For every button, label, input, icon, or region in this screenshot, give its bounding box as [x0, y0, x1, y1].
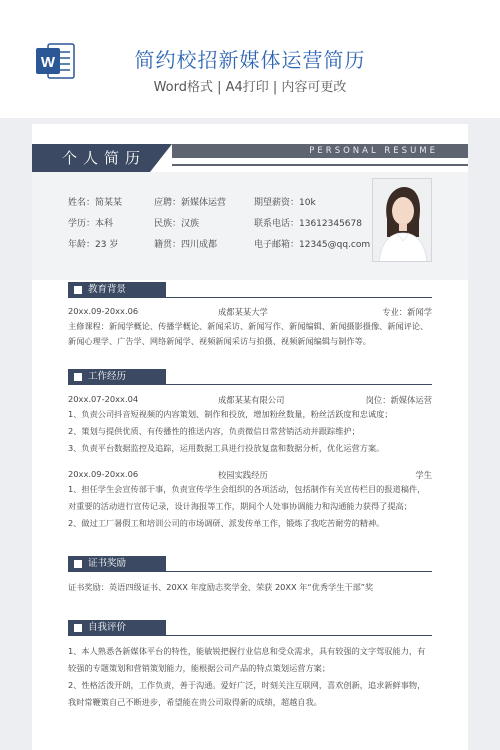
job1-date: 20xx.07-20xx.04 — [68, 394, 139, 404]
info-ethnicity: 民族：汉族 — [154, 219, 200, 229]
self-eval-line1: 1、本人熟悉各新媒体平台的特性，能敏锐把握行业信息和受众需求，具有较强的文字驾驭能力，有 — [68, 646, 426, 656]
section-divider — [68, 297, 432, 298]
section-divider — [68, 384, 432, 385]
education-major: 专业：新闻学 — [382, 307, 432, 317]
education-section-title: 教育背景 — [88, 284, 127, 295]
job2-date: 20xx.09-20xx.06 — [68, 469, 139, 479]
self-eval-section — [68, 620, 432, 710]
info-name: 姓名：简某某 — [68, 198, 123, 208]
page-title: 简约校招新媒体运营简历 — [134, 48, 366, 72]
awards-text: 证书奖励：英语四级证书、20XX 年度励志奖学金、荣获 20XX 年“优秀学生干部”奖 — [68, 582, 374, 592]
info-salary: 期望薪资：10k — [254, 198, 316, 208]
self-eval-section-title: 自我评价 — [88, 622, 127, 633]
education-section-tag — [68, 282, 166, 298]
job2-line2: 对重要的活动进行宣传记录，设计海报等工作，期间个人处事协调能力和沟通能力获得了提高； — [68, 501, 412, 511]
info-email: 电子邮箱：12345@qq.com — [254, 240, 371, 250]
job2-line3: 2、做过工厂暑假工和培训公司的市场调研、派发传单工作，锻炼了我吃苦耐劳的精神。 — [68, 518, 385, 528]
profile-photo — [372, 178, 432, 262]
resume-page — [32, 124, 468, 750]
work-section-tag — [68, 369, 166, 385]
awards-section-tag — [68, 556, 166, 572]
resume-heading-title: 个人简历 — [32, 144, 150, 172]
info-hometown: 籍贯：四川成都 — [154, 240, 218, 250]
section-divider — [68, 571, 432, 572]
job2-company: 校园实践经历 — [218, 470, 268, 480]
award-icon — [74, 560, 82, 568]
self-eval-line2: 较强的专题策划和营销策划能力，能根据公司产品的特点策划运营方案； — [68, 663, 331, 673]
education-date: 20xx.09-20xx.06 — [68, 306, 139, 316]
job2-line1: 1、担任学生会宣传部干事，负责宣传学生会组织的各项活动，包括制作有关宣传栏目的报道稿件， — [68, 484, 426, 494]
awards-section-title: 证书奖励 — [88, 558, 127, 569]
work-section — [68, 369, 432, 539]
resume-heading — [32, 144, 468, 172]
awards-section — [68, 556, 432, 596]
job1-company: 成都某某有限公司 — [218, 395, 285, 405]
svg-text:W: W — [40, 54, 56, 71]
info-education: 学历：本科 — [68, 219, 114, 229]
education-section — [68, 282, 432, 344]
job1-line2: 2、策划与提供优质、有传播性的推送内容，负责微信日常营销活动并跟踪维护； — [68, 426, 360, 436]
resume-heading-en: PERSONAL RESUME — [172, 144, 468, 158]
graduation-icon — [74, 286, 82, 294]
section-divider — [68, 635, 432, 636]
preview-header — [0, 0, 500, 118]
heading-triangle — [150, 144, 172, 172]
briefcase-icon — [74, 373, 82, 381]
education-courses-1: 主修课程：新闻学概论、传播学概论、新闻采访、新闻写作、新闻编辑、新闻摄影摄像、新闻评论、 — [68, 321, 429, 331]
info-age: 年龄：23 岁 — [68, 240, 119, 250]
info-position: 应聘：新媒体运营 — [154, 198, 227, 208]
job2-role: 学生 — [415, 470, 432, 480]
heading-divider — [172, 164, 468, 166]
info-phone: 联系电话：13612345678 — [254, 219, 362, 229]
page-subtitle: Word格式 | A4打印 | 内容可更改 — [153, 80, 347, 95]
self-eval-line4: 我时常鞭策自己不断进步，希望能在贵公司取得新的成绩，超越自我。 — [68, 697, 322, 707]
education-school: 成都某某大学 — [218, 307, 268, 317]
pencil-icon — [74, 624, 82, 632]
job1-line1: 1、负责公司抖音短视频的内容策划、制作和投放，增加粉丝数量，粉丝活跃度和忠诚度； — [68, 409, 393, 419]
job1-line3: 3、负责平台数据监控及追踪，运用数据工具进行投放复盘和数据分析，优化运营方案。 — [68, 443, 385, 453]
job1-role: 岗位：新媒体运营 — [365, 395, 432, 405]
work-section-title: 工作经历 — [88, 371, 127, 382]
education-courses-2: 新闻心理学、广告学、网络新闻学、视频新闻采访与拍摄、视频新闻编辑与制作等。 — [68, 336, 371, 346]
self-eval-line3: 2、性格活泼开朗，工作负责，善于沟通。爱好广泛，时刻关注互联网，喜欢创新，追求新鲜事物， — [68, 680, 426, 690]
self-eval-section-tag — [68, 620, 166, 636]
